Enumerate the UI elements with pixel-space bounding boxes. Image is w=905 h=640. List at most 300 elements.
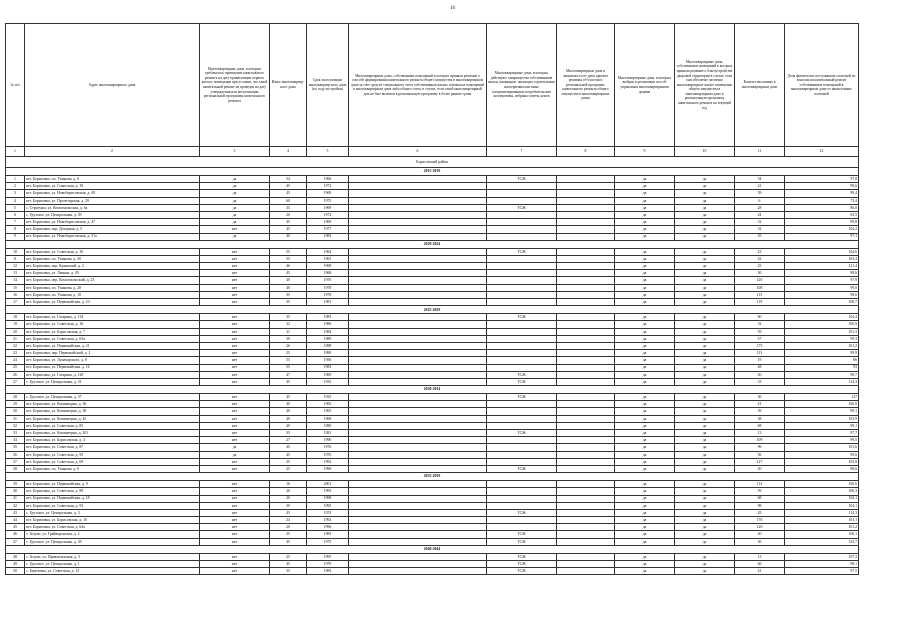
- table-cell: 1990: [307, 437, 349, 444]
- table-row: [6, 364, 859, 371]
- table-cell: да: [200, 204, 270, 211]
- table-cell: [349, 263, 487, 270]
- table-cell: 20: [270, 524, 307, 531]
- table-cell: 39: [735, 408, 785, 415]
- table-cell: 115: [735, 291, 785, 298]
- table-cell: да: [615, 197, 675, 204]
- table-cell: [349, 255, 487, 262]
- table-cell: да: [675, 524, 735, 531]
- table-cell: 47: [6, 538, 25, 545]
- table-cell: да: [675, 233, 735, 240]
- table-row: [6, 190, 859, 197]
- table-cell: [557, 451, 615, 458]
- table-row: [6, 219, 859, 226]
- table-cell: с. Зозули, ул. Привокзальная, д. 3: [25, 553, 200, 560]
- column-header: Многоквартирные дома, собственники помещений в которых приняли решение о благоустройстве дворовой территории в случае, если они обеспечат частично многоквартирное жилое помещение общего имущества в многоквартирном доме в региональную программу капитального ремонта на текущий год: [675, 24, 735, 147]
- table-cell: нет: [200, 299, 270, 306]
- table-cell: 1968: [307, 270, 349, 277]
- table-cell: 1969: [307, 204, 349, 211]
- table-cell: 1993: [307, 488, 349, 495]
- table-cell: 5: [6, 204, 25, 211]
- table-cell: [487, 190, 557, 197]
- table-cell: 99,5: [785, 437, 859, 444]
- table-cell: [349, 321, 487, 328]
- page-number: 16: [450, 6, 455, 11]
- table-cell: 45: [270, 444, 307, 451]
- table-cell: 40: [270, 277, 307, 284]
- table-cell: [557, 263, 615, 270]
- table-cell: 55: [270, 248, 307, 255]
- table-cell: [349, 430, 487, 437]
- table-cell: 45: [270, 226, 307, 233]
- table-cell: 97,7: [785, 430, 859, 437]
- table-cell: 25: [270, 531, 307, 538]
- table-cell: 15: [6, 284, 25, 291]
- table-cell: 40: [270, 422, 307, 429]
- period-row: [6, 240, 859, 248]
- table-cell: нет: [200, 495, 270, 502]
- table-cell: 35: [270, 204, 307, 211]
- table-cell: [487, 408, 557, 415]
- table-cell: [557, 422, 615, 429]
- table-cell: да: [615, 211, 675, 218]
- table-cell: да: [675, 183, 735, 190]
- table-cell: да: [675, 465, 735, 472]
- table-cell: 55: [270, 364, 307, 371]
- table-cell: [557, 488, 615, 495]
- table-cell: 26: [270, 342, 307, 349]
- table-cell: 170: [735, 517, 785, 524]
- table-row: [6, 248, 859, 255]
- table-cell: да: [675, 263, 735, 270]
- table-cell: 103,4: [785, 255, 859, 262]
- table-cell: 23: [735, 248, 785, 255]
- table-cell: 107,3: [785, 553, 859, 560]
- table-cell: да: [615, 408, 675, 415]
- table-cell: ТСЖ: [487, 371, 557, 378]
- table-cell: ТСЖ: [487, 531, 557, 538]
- table-cell: нет: [200, 248, 270, 255]
- table-cell: 40: [270, 233, 307, 240]
- table-row: [6, 538, 859, 545]
- table-cell: 120: [735, 524, 785, 531]
- table-cell: да: [675, 328, 735, 335]
- table-cell: пгт. Борисовка, пл. Ушакова, д. 6: [25, 465, 200, 472]
- table-cell: [557, 408, 615, 415]
- table-cell: 1935: [307, 378, 349, 385]
- table-cell: 100,8: [785, 401, 859, 408]
- table-cell: ТСЖ: [487, 509, 557, 516]
- table-cell: [487, 263, 557, 270]
- table-cell: 99,9: [785, 350, 859, 357]
- table-cell: пгт. Борисовка, ул. Советская, д. 16: [25, 321, 200, 328]
- table-cell: нет: [200, 458, 270, 465]
- table-row: [6, 524, 859, 531]
- table-cell: 60: [735, 314, 785, 321]
- table-cell: 100,6: [785, 481, 859, 488]
- table-cell: да: [615, 335, 675, 342]
- table-row: [6, 299, 859, 306]
- table-cell: 1995: [307, 553, 349, 560]
- column-header: Срок эксплуатации многоквартир-ного дома (по году постройки): [307, 24, 349, 147]
- table-cell: 1975: [307, 538, 349, 545]
- table-cell: пгт. Борисовка, пер. Крымский, д. 2: [25, 263, 200, 270]
- table-cell: [487, 233, 557, 240]
- table-row: [6, 197, 859, 204]
- table-cell: ТСЖ: [487, 538, 557, 545]
- table-cell: нет: [200, 350, 270, 357]
- table-cell: [487, 488, 557, 495]
- table-cell: 38: [6, 465, 25, 472]
- table-cell: 1983: [307, 314, 349, 321]
- table-cell: нет: [200, 553, 270, 560]
- table-cell: 104,1: [785, 495, 859, 502]
- table-cell: пгт. Борисовка, ул. Советская, д. 64а: [25, 524, 200, 531]
- table-row: [6, 458, 859, 465]
- table-cell: да: [615, 422, 675, 429]
- table-cell: 1969: [307, 190, 349, 197]
- table-cell: 10: [6, 248, 25, 255]
- table-row: [6, 335, 859, 342]
- table-cell: 119: [735, 299, 785, 306]
- table-cell: [349, 553, 487, 560]
- table-cell: да: [615, 277, 675, 284]
- table-cell: 101,2: [785, 342, 859, 349]
- table-cell: да: [200, 190, 270, 197]
- table-cell: [487, 270, 557, 277]
- table-cell: 54: [735, 176, 785, 183]
- table-cell: пгт. Борисовка, пер. Доторная, д. 5: [25, 226, 200, 233]
- table-cell: да: [675, 291, 735, 298]
- region-title: Борисовский район: [6, 157, 859, 168]
- column-number: 8: [557, 147, 615, 157]
- table-cell: ТСЖ: [487, 553, 557, 560]
- table-cell: да: [615, 226, 675, 233]
- table-cell: 46: [6, 531, 25, 538]
- table-cell: 45: [270, 394, 307, 401]
- table-cell: 1989: [307, 335, 349, 342]
- table-cell: с. Грузское, ул. Центральная, д. 39: [25, 211, 200, 218]
- table-cell: 100,7: [785, 299, 859, 306]
- table-cell: да: [675, 335, 735, 342]
- table-cell: да: [615, 524, 675, 531]
- table-cell: 175: [735, 342, 785, 349]
- table-cell: 18: [6, 314, 25, 321]
- table-cell: [349, 248, 487, 255]
- table-cell: да: [675, 401, 735, 408]
- table-cell: нет: [200, 568, 270, 575]
- table-cell: да: [615, 437, 675, 444]
- table-cell: пгт. Борисовка, ул. Пролетарская, д. 29: [25, 197, 200, 204]
- table-cell: [557, 378, 615, 385]
- table-cell: 13: [735, 430, 785, 437]
- column-header: Многоквартирные дома, в которых выбран и реализован способ управления многоквартирными домами: [615, 24, 675, 147]
- table-cell: [349, 197, 487, 204]
- table-cell: пгт. Борисовка, ул. Новоборисовская, д. 47: [25, 219, 200, 226]
- table-cell: 35: [270, 299, 307, 306]
- table-cell: 1956: [307, 357, 349, 364]
- column-number: 1: [6, 147, 25, 157]
- table-cell: да: [675, 350, 735, 357]
- table-cell: 1979: [307, 561, 349, 568]
- table-cell: [487, 495, 557, 502]
- table-cell: да: [675, 277, 735, 284]
- table-cell: нет: [200, 561, 270, 568]
- table-row: [6, 204, 859, 211]
- table-cell: [557, 568, 615, 575]
- table-cell: 55: [270, 255, 307, 262]
- table-cell: ТСЖ: [487, 248, 557, 255]
- table-cell: [557, 183, 615, 190]
- table-cell: [487, 321, 557, 328]
- table-cell: 25: [6, 364, 25, 371]
- table-cell: [487, 342, 557, 349]
- table-cell: [557, 350, 615, 357]
- table-cell: да: [615, 357, 675, 364]
- table-cell: 1965: [307, 408, 349, 415]
- table-cell: 19: [735, 357, 785, 364]
- table-cell: пгт. Борисовка, ул. Коминтерна, д. 201: [25, 430, 200, 437]
- table-row: [6, 509, 859, 516]
- table-cell: 1995: [307, 502, 349, 509]
- table-cell: 98: [735, 502, 785, 509]
- table-cell: 99,6: [785, 451, 859, 458]
- table-cell: 121,4: [785, 263, 859, 270]
- table-cell: да: [675, 437, 735, 444]
- table-cell: 100,9: [785, 321, 859, 328]
- table-cell: [557, 270, 615, 277]
- table-cell: [557, 481, 615, 488]
- table-row: [6, 401, 859, 408]
- table-cell: пгт. Борисовка, ул. Советская, д. 10: [25, 248, 200, 255]
- table-row: [6, 321, 859, 328]
- table-cell: [557, 444, 615, 451]
- table-cell: [557, 321, 615, 328]
- table-cell: 4: [6, 197, 25, 204]
- table-cell: да: [675, 226, 735, 233]
- table-cell: [557, 328, 615, 335]
- table-cell: [557, 561, 615, 568]
- table-cell: 43: [6, 509, 25, 516]
- table-cell: [487, 481, 557, 488]
- table-row: [6, 284, 859, 291]
- column-header: Многоквартирные дома, в которых действуют товарищества собственников жилья, жилищные, жилищно-строительные кооперативы или иные специализированные потребительские кооперативы, избраны советы домов: [487, 24, 557, 147]
- table-cell: [487, 211, 557, 218]
- table-row: [6, 502, 859, 509]
- table-cell: 41: [735, 401, 785, 408]
- table-cell: нет: [200, 335, 270, 342]
- table-cell: 25: [270, 465, 307, 472]
- table-cell: 17: [6, 299, 25, 306]
- table-cell: пгт. Борисовка, пл. Ушакова, д. 20: [25, 284, 200, 291]
- table-cell: [557, 176, 615, 183]
- table-cell: [557, 211, 615, 218]
- table-row: [6, 342, 859, 349]
- table-cell: 100,3: [785, 488, 859, 495]
- table-cell: да: [675, 509, 735, 516]
- table-cell: 98,6: [785, 465, 859, 472]
- table-cell: 1961: [307, 255, 349, 262]
- table-cell: пгт. Борисовка, ул. Первомайская, д. 21: [25, 342, 200, 349]
- table-cell: 1969: [307, 263, 349, 270]
- table-cell: 20: [735, 531, 785, 538]
- table-cell: 20: [270, 211, 307, 218]
- period-label: 2020-2024: [6, 240, 859, 248]
- table-cell: пгт. Борисовка, ул. Советская, д. 69: [25, 458, 200, 465]
- table-cell: 99,1: [785, 422, 859, 429]
- table-row: [6, 255, 859, 262]
- table-cell: [487, 502, 557, 509]
- table-row: [6, 517, 859, 524]
- table-cell: 108: [735, 284, 785, 291]
- table-row: [6, 371, 859, 378]
- table-cell: [349, 488, 487, 495]
- table-cell: да: [675, 488, 735, 495]
- table-cell: да: [200, 211, 270, 218]
- table-cell: [487, 255, 557, 262]
- table-cell: [487, 219, 557, 226]
- table-cell: нет: [200, 538, 270, 545]
- table-row: [6, 183, 859, 190]
- table-cell: да: [675, 531, 735, 538]
- table-cell: нет: [200, 509, 270, 516]
- table-cell: 98,1: [785, 561, 859, 568]
- table-cell: пгт. Борисовка, ул. Новоборисовская, д. 49: [25, 190, 200, 197]
- table-cell: [349, 495, 487, 502]
- table-cell: 40: [270, 284, 307, 291]
- table-cell: 45: [6, 524, 25, 531]
- table-cell: нет: [200, 422, 270, 429]
- table-cell: 6: [6, 211, 25, 218]
- table-cell: 57: [735, 335, 785, 342]
- table-cell: да: [675, 284, 735, 291]
- table-cell: пгт. Борисовка, пл. Ушакова, д. 30: [25, 255, 200, 262]
- table-cell: да: [615, 465, 675, 472]
- table-row: [6, 378, 859, 385]
- table-cell: 41: [735, 568, 785, 575]
- table-cell: нет: [200, 291, 270, 298]
- table-cell: 37: [6, 458, 25, 465]
- table-cell: 35: [270, 314, 307, 321]
- table-row: [6, 437, 859, 444]
- table-cell: 1992: [307, 517, 349, 524]
- table-cell: 1990: [307, 350, 349, 357]
- table-cell: [487, 517, 557, 524]
- table-cell: [557, 401, 615, 408]
- table-cell: 45: [735, 509, 785, 516]
- table-cell: 52: [735, 321, 785, 328]
- table-cell: [557, 233, 615, 240]
- table-cell: 101,2: [785, 524, 859, 531]
- table-cell: да: [675, 561, 735, 568]
- table-cell: 30: [6, 408, 25, 415]
- table-row: [6, 291, 859, 298]
- table-cell: нет: [200, 394, 270, 401]
- table-cell: 22: [6, 342, 25, 349]
- table-cell: 54: [270, 176, 307, 183]
- housing-table: [5, 23, 859, 575]
- table-cell: пгт. Борисовка, ул. Советская, д. 87: [25, 444, 200, 451]
- table-cell: нет: [200, 270, 270, 277]
- table-cell: да: [615, 183, 675, 190]
- table-cell: 20: [735, 371, 785, 378]
- table-cell: [557, 314, 615, 321]
- table-cell: да: [675, 255, 735, 262]
- table-cell: да: [615, 502, 675, 509]
- table-cell: [557, 538, 615, 545]
- table-cell: нет: [200, 488, 270, 495]
- table-cell: [349, 284, 487, 291]
- table-cell: 45: [270, 509, 307, 516]
- table-cell: с. Стригуны, ул. Комсомольская, д. 6а: [25, 204, 200, 211]
- table-cell: 104,1: [785, 502, 859, 509]
- table-cell: [487, 415, 557, 422]
- table-cell: да: [675, 568, 735, 575]
- table-cell: [349, 415, 487, 422]
- table-cell: пгт. Борисовка, ул. Коминтерна, д. 36: [25, 401, 200, 408]
- table-cell: 20: [270, 495, 307, 502]
- table-cell: 29: [6, 401, 25, 408]
- table-cell: да: [615, 248, 675, 255]
- table-cell: 32: [270, 321, 307, 328]
- table-cell: 42: [6, 502, 25, 509]
- table-cell: [349, 364, 487, 371]
- table-cell: нет: [200, 263, 270, 270]
- table-cell: пгт. Борисовка, ул. Советская, д. 18: [25, 183, 200, 190]
- table-cell: 114: [735, 481, 785, 488]
- table-cell: да: [615, 328, 675, 335]
- table-cell: нет: [200, 284, 270, 291]
- table-cell: 97,8: [785, 176, 859, 183]
- table-cell: да: [615, 538, 675, 545]
- table-cell: [557, 430, 615, 437]
- column-number: 5: [307, 147, 349, 157]
- table-cell: пгт. Борисовка, ул. Советская, д. 93: [25, 502, 200, 509]
- table-cell: нет: [200, 364, 270, 371]
- table-cell: да: [615, 342, 675, 349]
- table-cell: [557, 204, 615, 211]
- table-cell: 12: [6, 263, 25, 270]
- table-cell: 35: [270, 291, 307, 298]
- table-cell: 1998: [307, 495, 349, 502]
- table-row: [6, 211, 859, 218]
- column-header: Многоквартирные дома, в которых требовалось проведение капитального ремонта на дату приватизации первого жилого помещения при условии, что такой капитальный ремонт не проведен на дату утверждения или актуализации региональной программы капитального ремонта: [200, 24, 270, 147]
- column-number: 12: [785, 147, 859, 157]
- table-cell: [349, 176, 487, 183]
- table-cell: [557, 291, 615, 298]
- table-cell: 56: [735, 451, 785, 458]
- table-cell: [557, 299, 615, 306]
- table-cell: с. Грузское, ул. Центральная, д. 39: [25, 538, 200, 545]
- table-cell: 30: [270, 502, 307, 509]
- table-cell: с. Березовка, ул. Советская, д. 12: [25, 568, 200, 575]
- table-cell: 19: [6, 321, 25, 328]
- table-cell: пгт. Борисовка, пл. Ушакова, д. 18: [25, 291, 200, 298]
- table-cell: 103,9: [785, 415, 859, 422]
- table-cell: [557, 509, 615, 516]
- table-cell: [557, 524, 615, 531]
- table-cell: да: [675, 415, 735, 422]
- table-cell: 123,7: [785, 538, 859, 545]
- table-cell: [349, 350, 487, 357]
- table-cell: нет: [200, 524, 270, 531]
- table-cell: [349, 270, 487, 277]
- table-cell: да: [200, 176, 270, 183]
- table-cell: да: [615, 204, 675, 211]
- table-cell: да: [615, 553, 675, 560]
- table-cell: да: [675, 451, 735, 458]
- table-cell: 86: [785, 357, 859, 364]
